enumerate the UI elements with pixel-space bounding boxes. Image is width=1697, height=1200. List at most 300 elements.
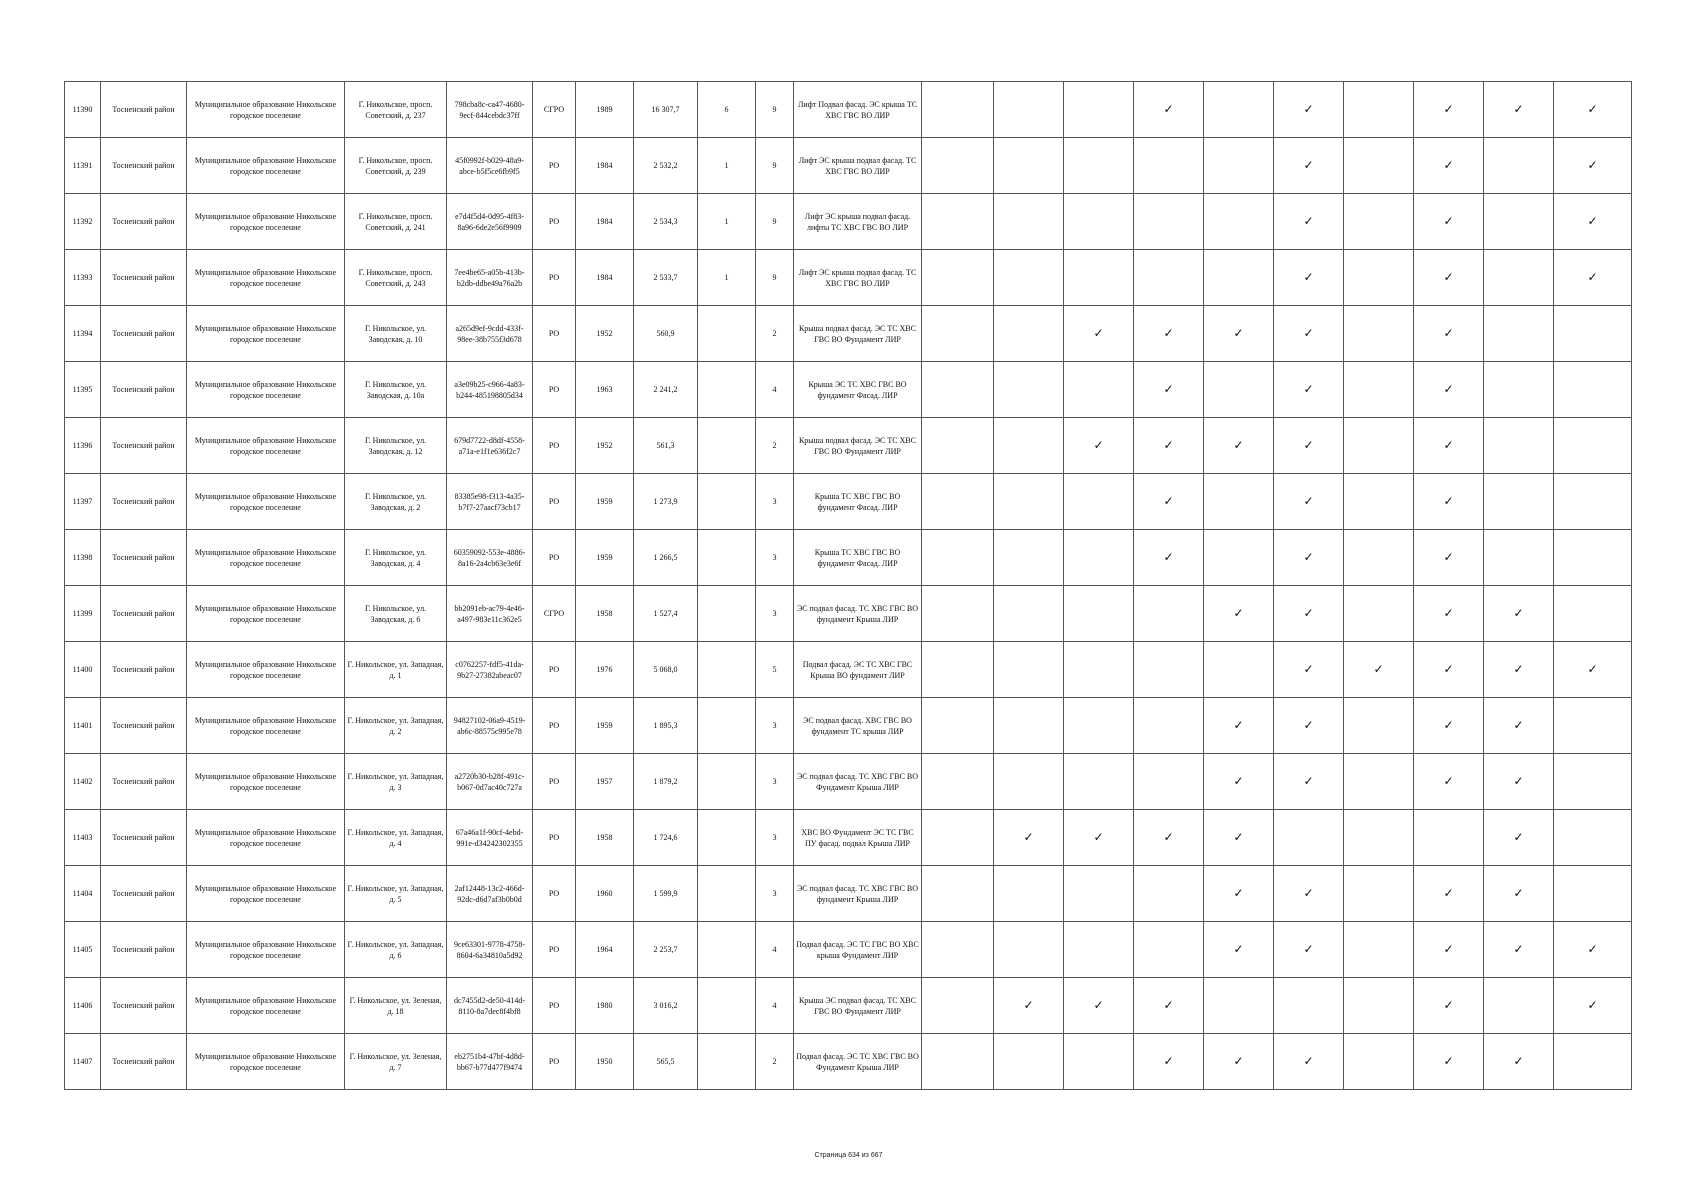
work-check-cell-2 (994, 698, 1064, 754)
district-cell: Тосненский район (101, 530, 187, 586)
district-cell: Тосненский район (101, 866, 187, 922)
checkmark-icon: ✓ (1233, 830, 1244, 844)
area-cell: 2 533,7 (634, 250, 698, 306)
works-list-cell: Подвал фасад. ЭС ТС ХВС ГВС Крыша ВО фундамент ЛИР (794, 642, 922, 698)
area-cell: 2 532,2 (634, 138, 698, 194)
entrances-cell (698, 418, 756, 474)
work-check-cell-10 (1554, 138, 1632, 194)
table-row (65, 978, 1632, 1034)
work-check-cell-8 (1414, 474, 1484, 530)
checkmark-icon: ✓ (1233, 718, 1244, 732)
guid-cell: 60359092-553e-4886-8a16-2a4cb63e3e6f (447, 530, 533, 586)
area-cell: 561,3 (634, 418, 698, 474)
checkmark-icon: ✓ (1443, 550, 1454, 564)
entrances-cell: 1 (698, 138, 756, 194)
work-check-cell-6 (1274, 754, 1344, 810)
entrances-cell (698, 810, 756, 866)
work-check-cell-2 (994, 530, 1064, 586)
floors-cell: 9 (756, 250, 794, 306)
municipality-cell: Муниципальное образование Никольское городское поселение (187, 586, 345, 642)
checkmark-icon: ✓ (1303, 382, 1314, 396)
works-list-cell: ЭС подвал фасад. ТС ХВС ГВС ВО фундамент Крыша ЛИР (794, 866, 922, 922)
work-check-cell-6 (1274, 866, 1344, 922)
work-check-cell-7 (1344, 586, 1414, 642)
build-year-cell: 1950 (576, 1034, 634, 1090)
checkmark-icon: ✓ (1233, 326, 1244, 340)
works-list-cell: Подвал фасад. ЭС ТС ХВС ГВС ВО Фундамент Крыша ЛИР (794, 1034, 922, 1090)
checkmark-icon: ✓ (1303, 270, 1314, 284)
fund-type-cell: РО (533, 922, 576, 978)
district-cell: Тосненский район (101, 810, 187, 866)
floors-cell: 2 (756, 1034, 794, 1090)
guid-cell: 83385e98-f313-4a35-b7f7-27aacf73cb17 (447, 474, 533, 530)
work-check-cell-9 (1484, 418, 1554, 474)
municipality-cell: Муниципальное образование Никольское городское поселение (187, 82, 345, 138)
checkmark-icon: ✓ (1373, 662, 1384, 676)
work-check-cell-1 (922, 922, 994, 978)
area-cell: 1 879,2 (634, 754, 698, 810)
guid-cell: 45f0992f-b029-48a9-abce-b5f5ce6fb9f5 (447, 138, 533, 194)
build-year-cell: 1958 (576, 586, 634, 642)
work-check-cell-8 (1414, 306, 1484, 362)
checkmark-icon: ✓ (1587, 214, 1598, 228)
work-check-cell-6 (1274, 530, 1344, 586)
table-row (65, 306, 1632, 362)
checkmark-icon: ✓ (1443, 214, 1454, 228)
work-check-cell-1 (922, 418, 994, 474)
checkmark-icon: ✓ (1093, 326, 1104, 340)
table-row (65, 866, 1632, 922)
work-check-cell-8 (1414, 138, 1484, 194)
entrances-cell (698, 306, 756, 362)
work-check-cell-5 (1204, 530, 1274, 586)
works-list-cell: ЭС подвал фасад. ТС ХВС ГВС ВО фундамент Крыша ЛИР (794, 586, 922, 642)
guid-cell: 9ce63301-9778-4758-8604-6a34810a5d92 (447, 922, 533, 978)
area-cell: 1 266,5 (634, 530, 698, 586)
work-check-cell-4 (1134, 306, 1204, 362)
district-cell: Тосненский район (101, 1034, 187, 1090)
work-check-cell-4 (1134, 754, 1204, 810)
work-check-cell-7 (1344, 250, 1414, 306)
work-check-cell-6 (1274, 1034, 1344, 1090)
checkmark-icon: ✓ (1303, 494, 1314, 508)
work-check-cell-3 (1064, 194, 1134, 250)
municipality-cell: Муниципальное образование Никольское городское поселение (187, 978, 345, 1034)
fund-type-cell: РО (533, 866, 576, 922)
address-cell: Г. Никольское, ул. Западная, д. 3 (345, 754, 447, 810)
guid-cell: e7d4f5d4-0d95-4f83-8a96-6de2e56f9909 (447, 194, 533, 250)
floors-cell: 4 (756, 362, 794, 418)
checkmark-icon: ✓ (1443, 270, 1454, 284)
checkmark-icon: ✓ (1303, 214, 1314, 228)
entrances-cell (698, 530, 756, 586)
work-check-cell-3 (1064, 922, 1134, 978)
checkmark-icon: ✓ (1587, 942, 1598, 956)
work-check-cell-5 (1204, 250, 1274, 306)
checkmark-icon: ✓ (1303, 718, 1314, 732)
work-check-cell-4 (1134, 642, 1204, 698)
guid-cell: a3e09b25-c966-4a83-b244-485198805d34 (447, 362, 533, 418)
municipality-cell: Муниципальное образование Никольское городское поселение (187, 474, 345, 530)
work-check-cell-7 (1344, 82, 1414, 138)
work-check-cell-8 (1414, 978, 1484, 1034)
checkmark-icon: ✓ (1443, 382, 1454, 396)
work-check-cell-3 (1064, 530, 1134, 586)
page-number: Страница 634 из 667 (814, 1152, 883, 1159)
work-check-cell-1 (922, 362, 994, 418)
fund-type-cell: РО (533, 138, 576, 194)
build-year-cell: 1984 (576, 250, 634, 306)
work-check-cell-3 (1064, 362, 1134, 418)
work-check-cell-2 (994, 978, 1064, 1034)
entrances-cell: 6 (698, 82, 756, 138)
checkmark-icon: ✓ (1513, 662, 1524, 676)
work-check-cell-5 (1204, 698, 1274, 754)
municipality-cell: Муниципальное образование Никольское городское поселение (187, 530, 345, 586)
floors-cell: 3 (756, 530, 794, 586)
build-year-cell: 1952 (576, 418, 634, 474)
work-check-cell-10 (1554, 1034, 1632, 1090)
work-check-cell-4 (1134, 418, 1204, 474)
work-check-cell-6 (1274, 922, 1344, 978)
work-check-cell-6 (1274, 362, 1344, 418)
work-check-cell-6 (1274, 698, 1344, 754)
checkmark-icon: ✓ (1163, 438, 1174, 452)
works-list-cell: Крыша ТС ХВС ГВС ВО фундамент Фасад. ЛИР (794, 474, 922, 530)
work-check-cell-10 (1554, 698, 1632, 754)
work-check-cell-7 (1344, 698, 1414, 754)
work-check-cell-7 (1344, 922, 1414, 978)
district-cell: Тосненский район (101, 250, 187, 306)
work-check-cell-2 (994, 418, 1064, 474)
floors-cell: 3 (756, 754, 794, 810)
work-check-cell-1 (922, 978, 994, 1034)
fund-type-cell: РО (533, 810, 576, 866)
table-row (65, 250, 1632, 306)
build-year-cell: 1984 (576, 194, 634, 250)
checkmark-icon: ✓ (1443, 494, 1454, 508)
fund-type-cell: РО (533, 978, 576, 1034)
floors-cell: 4 (756, 922, 794, 978)
work-check-cell-2 (994, 250, 1064, 306)
area-cell: 2 241,2 (634, 362, 698, 418)
work-check-cell-6 (1274, 642, 1344, 698)
checkmark-icon: ✓ (1303, 326, 1314, 340)
work-check-cell-5 (1204, 810, 1274, 866)
record-number-cell: 11397 (65, 474, 101, 530)
guid-cell: 67a46a1f-90cf-4ebd-991e-d34242302355 (447, 810, 533, 866)
address-cell: Г. Никольское, ул. Заводская, д. 10а (345, 362, 447, 418)
work-check-cell-3 (1064, 82, 1134, 138)
floors-cell: 3 (756, 586, 794, 642)
area-cell: 5 068,0 (634, 642, 698, 698)
work-check-cell-7 (1344, 1034, 1414, 1090)
work-check-cell-8 (1414, 586, 1484, 642)
fund-type-cell: РО (533, 306, 576, 362)
checkmark-icon: ✓ (1443, 326, 1454, 340)
checkmark-icon: ✓ (1023, 998, 1034, 1012)
work-check-cell-6 (1274, 474, 1344, 530)
work-check-cell-3 (1064, 978, 1134, 1034)
guid-cell: 679d7722-d8df-4558-a71a-e1f1e636f2c7 (447, 418, 533, 474)
district-cell: Тосненский район (101, 698, 187, 754)
work-check-cell-9 (1484, 810, 1554, 866)
work-check-cell-3 (1064, 698, 1134, 754)
work-check-cell-6 (1274, 82, 1344, 138)
record-number-cell: 11398 (65, 530, 101, 586)
checkmark-icon: ✓ (1587, 662, 1598, 676)
works-list-cell: ЭС подвал фасад. ТС ХВС ГВС ВО Фундамент Крыша ЛИР (794, 754, 922, 810)
floors-cell: 3 (756, 866, 794, 922)
work-check-cell-4 (1134, 530, 1204, 586)
work-check-cell-2 (994, 642, 1064, 698)
fund-type-cell: РО (533, 1034, 576, 1090)
guid-cell: 798cba8c-ca47-4680-9ecf-844cebdc37ff (447, 82, 533, 138)
work-check-cell-9 (1484, 82, 1554, 138)
record-number-cell: 11396 (65, 418, 101, 474)
fund-type-cell: РО (533, 250, 576, 306)
work-check-cell-4 (1134, 922, 1204, 978)
table-row (65, 642, 1632, 698)
record-number-cell: 11403 (65, 810, 101, 866)
area-cell: 1 527,4 (634, 586, 698, 642)
table-row (65, 698, 1632, 754)
work-check-cell-9 (1484, 474, 1554, 530)
entrances-cell (698, 866, 756, 922)
work-check-cell-7 (1344, 474, 1414, 530)
checkmark-icon: ✓ (1303, 886, 1314, 900)
checkmark-icon: ✓ (1587, 158, 1598, 172)
work-check-cell-7 (1344, 306, 1414, 362)
work-check-cell-10 (1554, 586, 1632, 642)
work-check-cell-1 (922, 810, 994, 866)
work-check-cell-2 (994, 754, 1064, 810)
record-number-cell: 11391 (65, 138, 101, 194)
housing-registry-table (64, 81, 1632, 1090)
guid-cell: 94827102-06a9-4519-ab6c-88575c995e78 (447, 698, 533, 754)
fund-type-cell: РО (533, 474, 576, 530)
work-check-cell-7 (1344, 754, 1414, 810)
work-check-cell-3 (1064, 642, 1134, 698)
record-number-cell: 11401 (65, 698, 101, 754)
fund-type-cell: РО (533, 642, 576, 698)
work-check-cell-2 (994, 586, 1064, 642)
checkmark-icon: ✓ (1443, 438, 1454, 452)
work-check-cell-3 (1064, 866, 1134, 922)
checkmark-icon: ✓ (1233, 606, 1244, 620)
work-check-cell-10 (1554, 922, 1632, 978)
record-number-cell: 11407 (65, 1034, 101, 1090)
work-check-cell-7 (1344, 418, 1414, 474)
work-check-cell-8 (1414, 250, 1484, 306)
guid-cell: a2720b30-b28f-491c-b067-0d7ac40c727a (447, 754, 533, 810)
work-check-cell-4 (1134, 586, 1204, 642)
fund-type-cell: РО (533, 194, 576, 250)
floors-cell: 2 (756, 418, 794, 474)
area-cell: 16 307,7 (634, 82, 698, 138)
checkmark-icon: ✓ (1303, 774, 1314, 788)
floors-cell: 4 (756, 978, 794, 1034)
checkmark-icon: ✓ (1303, 606, 1314, 620)
work-check-cell-5 (1204, 362, 1274, 418)
address-cell: Г. Никольское, просп. Советский, д. 237 (345, 82, 447, 138)
work-check-cell-2 (994, 810, 1064, 866)
entrances-cell (698, 642, 756, 698)
record-number-cell: 11393 (65, 250, 101, 306)
work-check-cell-1 (922, 138, 994, 194)
work-check-cell-3 (1064, 306, 1134, 362)
work-check-cell-1 (922, 250, 994, 306)
record-number-cell: 11392 (65, 194, 101, 250)
work-check-cell-8 (1414, 1034, 1484, 1090)
build-year-cell: 1980 (576, 978, 634, 1034)
works-list-cell: Крыша подвал фасад. ЭС ТС ХВС ГВС ВО Фундамент ЛИР (794, 418, 922, 474)
work-check-cell-5 (1204, 922, 1274, 978)
work-check-cell-5 (1204, 586, 1274, 642)
fund-type-cell: СГРО (533, 586, 576, 642)
work-check-cell-9 (1484, 922, 1554, 978)
works-list-cell: ЭС подвал фасад. ХВС ГВС ВО фундамент ТС крыша ЛИР (794, 698, 922, 754)
area-cell: 1 273,9 (634, 474, 698, 530)
entrances-cell (698, 586, 756, 642)
work-check-cell-7 (1344, 810, 1414, 866)
checkmark-icon: ✓ (1233, 774, 1244, 788)
district-cell: Тосненский район (101, 474, 187, 530)
work-check-cell-8 (1414, 754, 1484, 810)
address-cell: Г. Никольское, ул. Западная, д. 4 (345, 810, 447, 866)
municipality-cell: Муниципальное образование Никольское городское поселение (187, 642, 345, 698)
work-check-cell-1 (922, 82, 994, 138)
area-cell: 1 599,9 (634, 866, 698, 922)
work-check-cell-1 (922, 754, 994, 810)
work-check-cell-10 (1554, 978, 1632, 1034)
work-check-cell-4 (1134, 194, 1204, 250)
work-check-cell-9 (1484, 754, 1554, 810)
work-check-cell-3 (1064, 474, 1134, 530)
municipality-cell: Муниципальное образование Никольское городское поселение (187, 250, 345, 306)
build-year-cell: 1984 (576, 138, 634, 194)
work-check-cell-9 (1484, 1034, 1554, 1090)
checkmark-icon: ✓ (1443, 886, 1454, 900)
work-check-cell-3 (1064, 250, 1134, 306)
work-check-cell-1 (922, 530, 994, 586)
work-check-cell-4 (1134, 978, 1204, 1034)
checkmark-icon: ✓ (1443, 158, 1454, 172)
work-check-cell-8 (1414, 362, 1484, 418)
municipality-cell: Муниципальное образование Никольское городское поселение (187, 698, 345, 754)
work-check-cell-9 (1484, 306, 1554, 362)
build-year-cell: 1960 (576, 866, 634, 922)
build-year-cell: 1959 (576, 698, 634, 754)
fund-type-cell: РО (533, 754, 576, 810)
work-check-cell-1 (922, 194, 994, 250)
work-check-cell-6 (1274, 810, 1344, 866)
floors-cell: 9 (756, 82, 794, 138)
checkmark-icon: ✓ (1233, 438, 1244, 452)
area-cell: 2 253,7 (634, 922, 698, 978)
work-check-cell-10 (1554, 810, 1632, 866)
work-check-cell-8 (1414, 922, 1484, 978)
work-check-cell-9 (1484, 138, 1554, 194)
work-check-cell-8 (1414, 194, 1484, 250)
work-check-cell-8 (1414, 810, 1484, 866)
floors-cell: 3 (756, 474, 794, 530)
fund-type-cell: РО (533, 698, 576, 754)
work-check-cell-10 (1554, 530, 1632, 586)
work-check-cell-2 (994, 474, 1064, 530)
work-check-cell-7 (1344, 362, 1414, 418)
checkmark-icon: ✓ (1303, 942, 1314, 956)
fund-type-cell: РО (533, 418, 576, 474)
work-check-cell-9 (1484, 586, 1554, 642)
work-check-cell-5 (1204, 642, 1274, 698)
checkmark-icon: ✓ (1587, 102, 1598, 116)
checkmark-icon: ✓ (1303, 662, 1314, 676)
build-year-cell: 1976 (576, 642, 634, 698)
work-check-cell-10 (1554, 362, 1632, 418)
entrances-cell (698, 978, 756, 1034)
work-check-cell-2 (994, 922, 1064, 978)
municipality-cell: Муниципальное образование Никольское городское поселение (187, 754, 345, 810)
fund-type-cell: РО (533, 530, 576, 586)
build-year-cell: 1989 (576, 82, 634, 138)
work-check-cell-5 (1204, 306, 1274, 362)
work-check-cell-2 (994, 306, 1064, 362)
work-check-cell-7 (1344, 978, 1414, 1034)
checkmark-icon: ✓ (1163, 830, 1174, 844)
floors-cell: 9 (756, 194, 794, 250)
work-check-cell-4 (1134, 250, 1204, 306)
build-year-cell: 1964 (576, 922, 634, 978)
address-cell: Г. Никольское, ул. Заводская, д. 4 (345, 530, 447, 586)
work-check-cell-7 (1344, 642, 1414, 698)
checkmark-icon: ✓ (1163, 494, 1174, 508)
area-cell: 560,9 (634, 306, 698, 362)
checkmark-icon: ✓ (1303, 158, 1314, 172)
work-check-cell-9 (1484, 642, 1554, 698)
checkmark-icon: ✓ (1443, 942, 1454, 956)
work-check-cell-1 (922, 642, 994, 698)
build-year-cell: 1957 (576, 754, 634, 810)
works-list-cell: Подвал фасад. ЭС ТС ГВС ВО ХВС крыша Фундамент ЛИР (794, 922, 922, 978)
floors-cell: 3 (756, 698, 794, 754)
work-check-cell-8 (1414, 82, 1484, 138)
guid-cell: 2af12448-13c2-466d-92dc-d6d7af3b0b0d (447, 866, 533, 922)
work-check-cell-1 (922, 866, 994, 922)
address-cell: Г. Никольское, ул. Заводская, д. 6 (345, 586, 447, 642)
works-list-cell: ХВС ВО Фундамент ЭС ТС ГВС ПУ фасад. подвал Крыша ЛИР (794, 810, 922, 866)
work-check-cell-4 (1134, 1034, 1204, 1090)
work-check-cell-4 (1134, 82, 1204, 138)
address-cell: Г. Никольское, ул. Заводская, д. 2 (345, 474, 447, 530)
work-check-cell-1 (922, 586, 994, 642)
work-check-cell-2 (994, 362, 1064, 418)
entrances-cell (698, 362, 756, 418)
work-check-cell-10 (1554, 306, 1632, 362)
build-year-cell: 1952 (576, 306, 634, 362)
municipality-cell: Муниципальное образование Никольское городское поселение (187, 362, 345, 418)
address-cell: Г. Никольское, ул. Западная, д. 5 (345, 866, 447, 922)
work-check-cell-2 (994, 138, 1064, 194)
table-row (65, 810, 1632, 866)
address-cell: Г. Никольское, ул. Заводская, д. 10 (345, 306, 447, 362)
checkmark-icon: ✓ (1443, 998, 1454, 1012)
work-check-cell-4 (1134, 698, 1204, 754)
table-row (65, 194, 1632, 250)
checkmark-icon: ✓ (1303, 1054, 1314, 1068)
table-row (65, 586, 1632, 642)
checkmark-icon: ✓ (1513, 830, 1524, 844)
